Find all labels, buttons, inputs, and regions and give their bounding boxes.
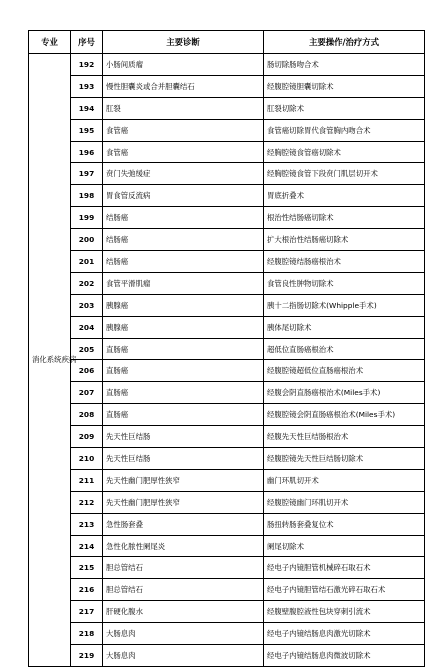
table-body [29, 54, 425, 667]
diagnosis-cell: 胰腺癌 [103, 316, 264, 338]
operation-cell: 肠切除肠吻合术 [264, 54, 425, 76]
table-row [29, 316, 425, 338]
table-row [29, 163, 425, 185]
seq-cell: 206 [71, 360, 103, 382]
table-row [29, 54, 425, 76]
table-row [29, 141, 425, 163]
operation-cell: 经腹腔镜会阴直肠癌根治术(Miles手术) [264, 404, 425, 426]
operation-cell: 经电子内镜胆管机械碎石取石术 [264, 557, 425, 579]
header-operation: 主要操作/治疗方式 [264, 31, 425, 54]
table-row [29, 207, 425, 229]
seq-cell: 192 [71, 54, 103, 76]
diagnosis-cell: 直肠癌 [103, 404, 264, 426]
table-row [29, 360, 425, 382]
specialty-cell: 消化系统疾病 [29, 54, 71, 667]
diagnosis-cell: 先天性幽门肥厚性狭窄 [103, 469, 264, 491]
seq-cell: 217 [71, 601, 103, 623]
operation-cell: 胃底折叠术 [264, 185, 425, 207]
seq-cell: 202 [71, 272, 103, 294]
seq-cell: 203 [71, 294, 103, 316]
diagnosis-cell: 大肠息肉 [103, 623, 264, 645]
diagnosis-cell: 食管癌 [103, 141, 264, 163]
table-row [29, 251, 425, 273]
operation-cell: 经腹会阴直肠癌根治术(Miles手术) [264, 382, 425, 404]
seq-cell: 216 [71, 579, 103, 601]
seq-cell: 209 [71, 426, 103, 448]
seq-cell: 200 [71, 229, 103, 251]
seq-cell: 211 [71, 469, 103, 491]
table-row [29, 469, 425, 491]
diagnosis-cell: 慢性胆囊炎或合并胆囊结石 [103, 75, 264, 97]
table-row [29, 382, 425, 404]
table-row [29, 579, 425, 601]
seq-cell: 204 [71, 316, 103, 338]
seq-cell: 196 [71, 141, 103, 163]
diagnosis-cell: 直肠癌 [103, 338, 264, 360]
table-row [29, 119, 425, 141]
seq-cell: 194 [71, 97, 103, 119]
operation-cell: 食管癌切除胃代食管胸内吻合术 [264, 119, 425, 141]
diagnosis-cell: 急性肠套叠 [103, 513, 264, 535]
diagnosis-cell: 大肠息肉 [103, 645, 264, 667]
operation-cell: 根治性结肠癌切除术 [264, 207, 425, 229]
diagnosis-cell: 胆总管结石 [103, 579, 264, 601]
diagnosis-cell: 结肠癌 [103, 229, 264, 251]
operation-cell: 肛裂切除术 [264, 97, 425, 119]
header-specialty: 专业 [29, 31, 71, 54]
operation-cell: 阑尾切除术 [264, 535, 425, 557]
operation-cell: 扩大根治性结肠癌切除术 [264, 229, 425, 251]
seq-cell: 193 [71, 75, 103, 97]
seq-cell: 212 [71, 491, 103, 513]
seq-cell: 195 [71, 119, 103, 141]
operation-cell: 经腹腔镜胆囊切除术 [264, 75, 425, 97]
diagnosis-cell: 急性化脓性阑尾炎 [103, 535, 264, 557]
seq-cell: 208 [71, 404, 103, 426]
seq-cell: 199 [71, 207, 103, 229]
seq-cell: 218 [71, 623, 103, 645]
seq-cell: 201 [71, 251, 103, 273]
seq-cell: 213 [71, 513, 103, 535]
operation-cell: 经腹先天性巨结肠根治术 [264, 426, 425, 448]
diagnosis-cell: 先天性巨结肠 [103, 426, 264, 448]
table-row [29, 623, 425, 645]
operation-cell: 幽门环肌切开术 [264, 469, 425, 491]
operation-cell: 经胸腔镜食管癌切除术 [264, 141, 425, 163]
diagnosis-cell: 胰腺癌 [103, 294, 264, 316]
seq-cell: 198 [71, 185, 103, 207]
operation-cell: 胰体尾切除术 [264, 316, 425, 338]
diagnosis-cell: 结肠癌 [103, 251, 264, 273]
table-header-row [29, 31, 425, 54]
diagnosis-cell: 先天性幽门肥厚性狭窄 [103, 491, 264, 513]
operation-cell: 经电子内镜结肠息肉激光切除术 [264, 623, 425, 645]
table-row [29, 491, 425, 513]
operation-cell: 经腹腔镜结肠癌根治术 [264, 251, 425, 273]
operation-cell: 经电子内镜结肠息肉微波切除术 [264, 645, 425, 667]
operation-cell: 经腹腔镜幽门环肌切开术 [264, 491, 425, 513]
table-row [29, 448, 425, 470]
table-row [29, 75, 425, 97]
seq-cell: 214 [71, 535, 103, 557]
table-row [29, 185, 425, 207]
operation-cell: 经腹腔镜超低位直肠癌根治术 [264, 360, 425, 382]
table-row [29, 97, 425, 119]
seq-cell: 205 [71, 338, 103, 360]
table-row [29, 426, 425, 448]
seq-cell: 219 [71, 645, 103, 667]
header-seq: 序号 [71, 31, 103, 54]
seq-cell: 207 [71, 382, 103, 404]
operation-cell: 经电子内镜胆管结石激光碎石取石术 [264, 579, 425, 601]
diagnosis-cell: 小肠间质瘤 [103, 54, 264, 76]
diagnosis-cell: 先天性巨结肠 [103, 448, 264, 470]
diagnosis-cell: 直肠癌 [103, 382, 264, 404]
diagnosis-cell: 胆总管结石 [103, 557, 264, 579]
diagnosis-cell: 胃食管反流病 [103, 185, 264, 207]
table-row [29, 557, 425, 579]
operation-cell: 肠扭转肠套叠复位术 [264, 513, 425, 535]
table-row [29, 601, 425, 623]
table-row [29, 404, 425, 426]
procedure-table [28, 30, 425, 667]
table-row [29, 645, 425, 667]
seq-cell: 197 [71, 163, 103, 185]
table-row [29, 513, 425, 535]
table-row [29, 535, 425, 557]
diagnosis-cell: 贲门失弛缓症 [103, 163, 264, 185]
diagnosis-cell: 肛裂 [103, 97, 264, 119]
diagnosis-cell: 结肠癌 [103, 207, 264, 229]
table-row [29, 229, 425, 251]
header-diagnosis: 主要诊断 [103, 31, 264, 54]
operation-cell: 经胸腔镜食管下段贲门肌层切开术 [264, 163, 425, 185]
table-row [29, 294, 425, 316]
diagnosis-cell: 食管平滑肌瘤 [103, 272, 264, 294]
diagnosis-cell: 直肠癌 [103, 360, 264, 382]
seq-cell: 210 [71, 448, 103, 470]
table-row [29, 272, 425, 294]
diagnosis-cell: 食管癌 [103, 119, 264, 141]
operation-cell: 经腹壁腹腔液性包块穿刺引流术 [264, 601, 425, 623]
seq-cell: 215 [71, 557, 103, 579]
operation-cell: 食管良性肿物切除术 [264, 272, 425, 294]
operation-cell: 胰十二指肠切除术(Whipple手术) [264, 294, 425, 316]
diagnosis-cell: 肝硬化腹水 [103, 601, 264, 623]
operation-cell: 超低位直肠癌根治术 [264, 338, 425, 360]
table-row [29, 338, 425, 360]
operation-cell: 经腹腔镜先天性巨结肠切除术 [264, 448, 425, 470]
